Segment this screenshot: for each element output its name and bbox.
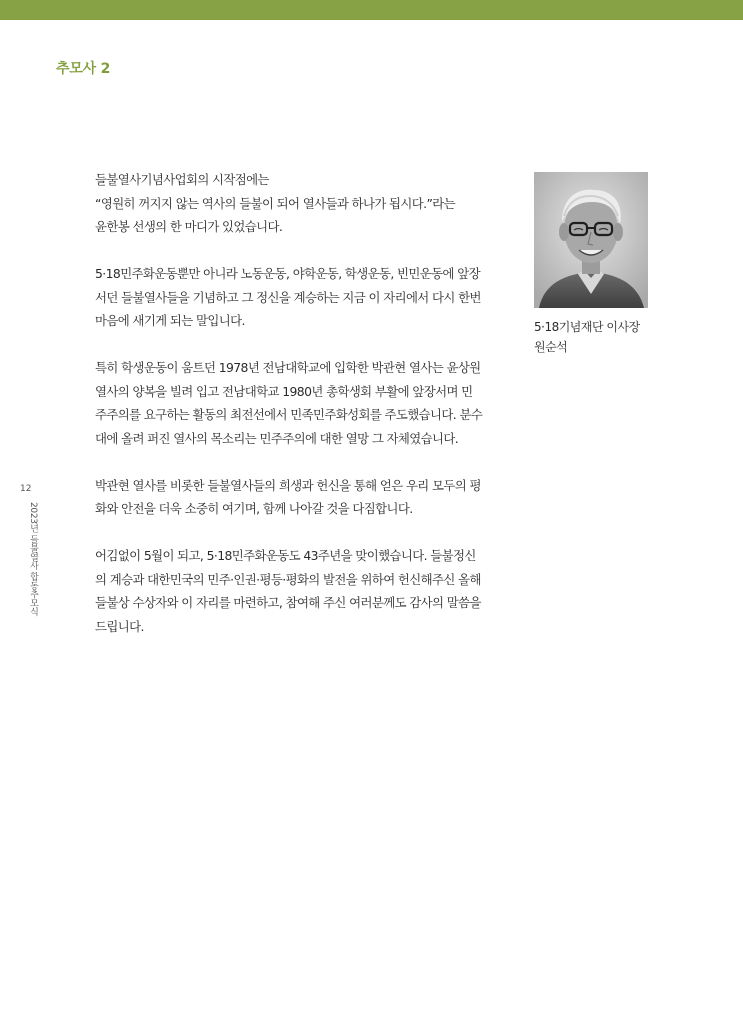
text-line: 주주의를 요구하는 활동의 최전선에서 민족민주화성회를 주도했습니다. 분수 xyxy=(95,407,483,422)
paragraph-1 xyxy=(95,168,511,239)
text-line: 5·18민주화운동뿐만 아니라 노동운동, 야학운동, 학생운동, 빈민운동에 앞장 xyxy=(95,266,480,281)
text-line: 들불상 수상자와 이 자리를 마련하고, 참여해 주신 여러분께도 감사의 말씀을 xyxy=(95,595,481,610)
portrait-photo xyxy=(534,172,648,308)
text-line: 서던 들불열사들을 기념하고 그 정신을 계승하는 지금 이 자리에서 다시 한번 xyxy=(95,289,481,305)
text-line: 박관현 열사를 비롯한 들불열사들의 희생과 헌신을 통해 얻은 우리 모두의 평 xyxy=(95,477,481,493)
photo-caption xyxy=(534,317,640,357)
text-line: 특히 학생운동이 움트던 1978년 전남대학교에 입학한 박관현 열사는 윤상원 xyxy=(95,360,481,375)
paragraph-3 xyxy=(95,356,511,450)
text-line: 화와 안전을 더욱 소중히 여기며, 함께 나아갈 것을 다짐합니다. xyxy=(95,501,413,516)
paragraph-5 xyxy=(95,544,511,638)
text-line: “영원히 꺼지지 않는 역사의 들불이 되어 열사들과 하나가 됩시다.”라는 xyxy=(95,195,456,211)
paragraph-4 xyxy=(95,474,511,521)
page-number: 12 xyxy=(20,484,32,494)
running-title: 2023년 들불열사 합동추모식 xyxy=(28,502,38,616)
text-line: 들불열사기념사업회의 시작점에는 xyxy=(95,172,269,187)
text-line: 드립니다. xyxy=(95,618,144,634)
portrait-image xyxy=(534,172,648,308)
text-line: 의 계승과 대한민국의 민주·인권·평등·평화의 발전을 위하여 헌신해주신 올해 xyxy=(95,571,481,587)
section-title: 추모사 2 xyxy=(56,61,111,77)
text-line: 마음에 새기게 되는 말입니다. xyxy=(95,313,245,328)
top-accent-bar xyxy=(0,0,743,20)
text-line: 열사의 양복을 빌려 입고 전남대학교 1980년 총학생회 부활에 앞장서며 민 xyxy=(95,383,473,399)
caption-title: 5·18기념재단 이사장 xyxy=(534,320,640,334)
text-line: 대에 올려 퍼진 열사의 목소리는 민주주의에 대한 열망 그 자체였습니다. xyxy=(95,430,459,446)
text-line: 어김없이 5월이 되고, 5·18민주화운동도 43주년을 맞이했습니다. 들불정신 xyxy=(95,548,476,563)
text-line: 윤한봉 선생의 한 마디가 있었습니다. xyxy=(95,219,283,234)
caption-name: 원순석 xyxy=(534,340,568,354)
paragraph-2 xyxy=(95,262,511,333)
memorial-speech-body xyxy=(95,168,511,662)
